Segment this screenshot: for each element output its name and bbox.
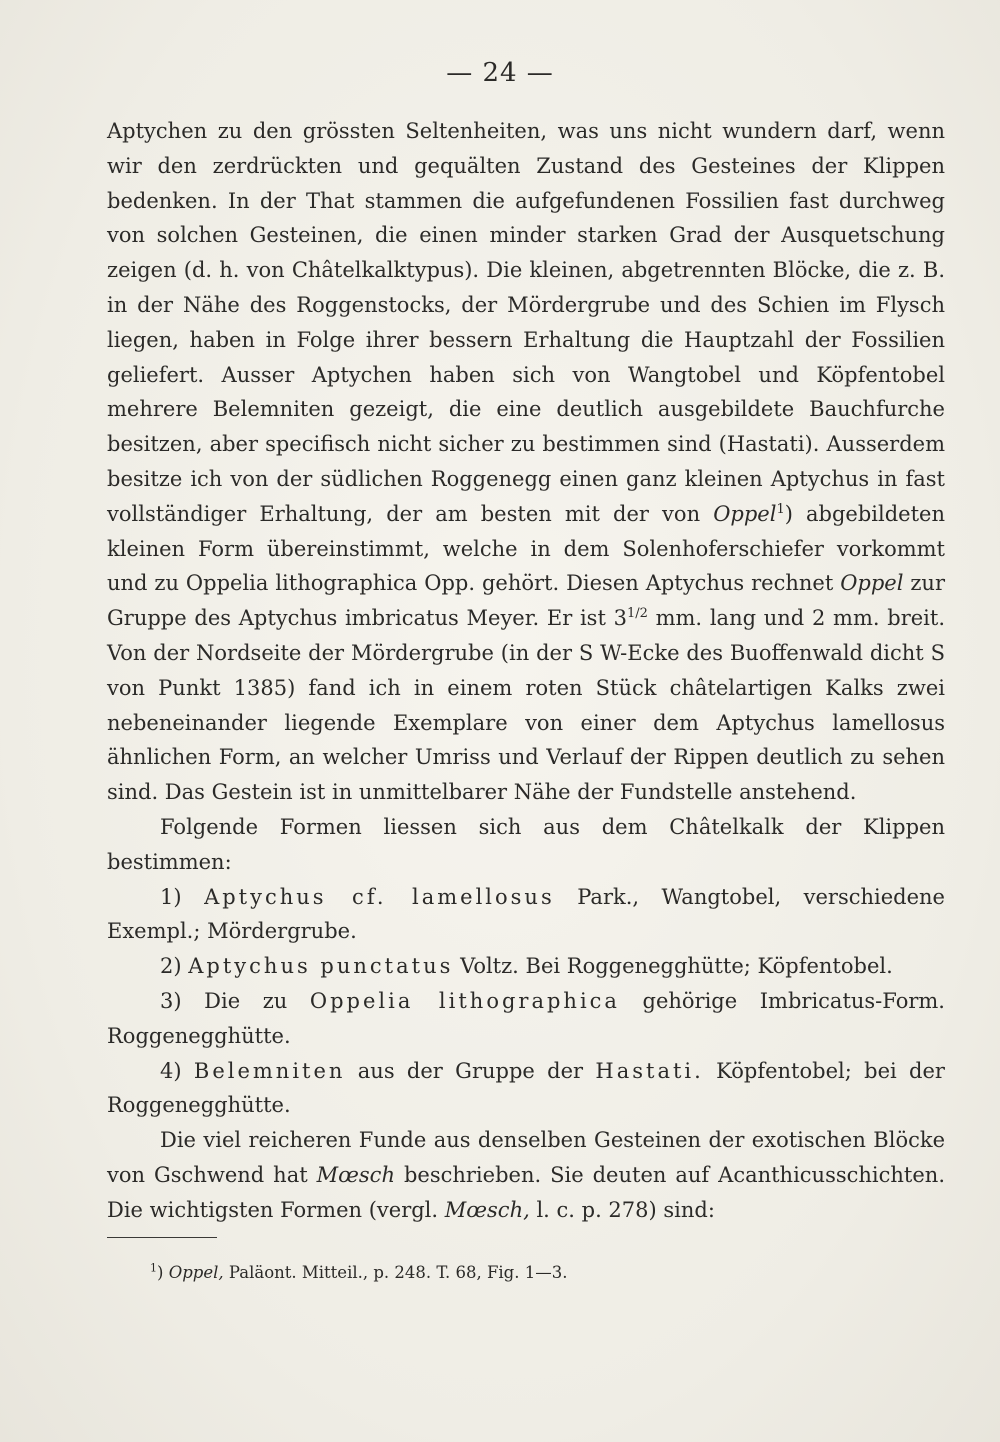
list-intro: Folgende Formen liessen sich aus dem Châtelkalk der Klippen bestimmen: xyxy=(107,814,945,874)
footnote-divider xyxy=(107,1237,217,1238)
species-name: Oppelia lithographica xyxy=(309,988,620,1013)
text-run: ) abgebildeten kleinen Form übereinstimmt, welche in dem Solenhoferschiefer vorkommt und zu Oppelia lithographica Opp. gehört. Diesen Aptychus rechnet xyxy=(107,501,945,596)
footnote-mark: 1 xyxy=(150,1261,157,1275)
footnote-reference[interactable]: 1 xyxy=(776,501,785,517)
species-name: Belemniten xyxy=(193,1058,346,1083)
author-name: Mœsch, xyxy=(444,1197,530,1222)
fraction: 1/2 xyxy=(626,606,648,622)
list-item xyxy=(107,984,945,1054)
species-name: Aptychus punctatus xyxy=(188,954,454,979)
text-run: l. c. p. 278) sind: xyxy=(529,1197,715,1222)
text-run: zur Gruppe des Aptychus imbricatus Meyer. Er ist 3 xyxy=(107,571,945,631)
paragraph-aptychen xyxy=(107,114,945,810)
list-item-text: Die zu xyxy=(204,988,288,1013)
author-name: Oppel, xyxy=(168,1263,224,1282)
species-name: Aptychus cf. lamellosus xyxy=(204,884,555,909)
text-run: beschrieben. Sie deuten auf Acanthicusschichten. Die wichtigsten Formen (vergl. xyxy=(107,1162,945,1222)
list-item-text: gehörige Imbricatus-Form. Roggenegghütte. xyxy=(107,988,945,1048)
footnote: $^1$) Oppel, Paläont. Mitteil., p. 248. T. 68, Fig. 1—3. xyxy=(150,1261,568,1282)
list-item-text: Köpfentobel; bei der Roggenegghütte. xyxy=(107,1058,945,1118)
list-item xyxy=(107,880,945,950)
page-number: — 24 — xyxy=(446,58,554,88)
text-run: Die viel reicheren Funde aus denselben Gesteinen der exotischen Blöcke von Gschwend hat xyxy=(107,1128,945,1187)
list-number: 4) xyxy=(160,1058,182,1083)
paragraph-closing xyxy=(107,1123,945,1227)
list-item-text: Park., Wangtobel, verschiedene Exempl.; Mördergrube. xyxy=(107,884,945,944)
text-run: Aptychen zu den grössten Seltenheiten, was uns nicht wundern darf, wenn wir den zerdrückten und gequälten Zustand des Gesteines der Klippen bedenken. In der That stammen die aufgefundenen Fossilien fast durchweg von solchen Gesteinen, die einen minder starken Grad der Ausquetschung zeigen (d. h. von Châtelkalktypus). Die kleinen, abgetrennten Blöcke, die z. B. in der Nähe des Roggenstocks, der Mördergrube und des Schien im Flysch liegen, haben in Folge ihrer bessern Erhaltung die Hauptzahl der Fossilien geliefert. Ausser Aptychen haben sich von Wangtobel und Köpfentobel mehrere Belemniten gezeigt, die eine deutlich ausgebildete Bauchfurche besitzen, aber specifisch nicht sicher zu bestimmen sind (Hastati). Ausserdem besitze ich von der südlichen Roggenegg einen ganz kleinen Aptychus in fast vollständiger Erhaltung, der am besten mit der von xyxy=(107,119,945,526)
author-name: Oppel xyxy=(840,571,904,596)
body-text xyxy=(107,114,945,1228)
author-name: Oppel xyxy=(713,501,777,526)
footnote-text: Paläont. Mitteil., p. 248. T. 68, Fig. 1—3. xyxy=(223,1263,568,1282)
list-item-text: Voltz. Bei Roggenegghütte; Köpfentobel. xyxy=(460,954,893,979)
list-number: 3) xyxy=(160,988,182,1013)
list-number: 2) xyxy=(160,954,182,979)
author-name: Mœsch xyxy=(316,1162,395,1187)
list-item xyxy=(107,1054,945,1124)
list-item-text: aus der Gruppe der xyxy=(357,1058,584,1083)
list-item xyxy=(107,949,945,984)
text-run: mm. lang und 2 mm. breit. Von der Nordseite der Mördergrube (in der S W-Ecke des Buoffenwald dicht S von Punkt 1385) fand ich in einem roten Stück châtelartigen Kalks zwei nebeneinander liegende Exemplare von einer dem Aptychus lamellosus ähnlichen Form, an welcher Umriss und Verlauf der Rippen deutlich zu sehen sind. Das Gestein ist in unmittelbarer Nähe der Fundstelle anstehend. xyxy=(107,606,945,805)
species-name: Hastati. xyxy=(595,1058,704,1083)
list-number: 1) xyxy=(160,884,182,909)
